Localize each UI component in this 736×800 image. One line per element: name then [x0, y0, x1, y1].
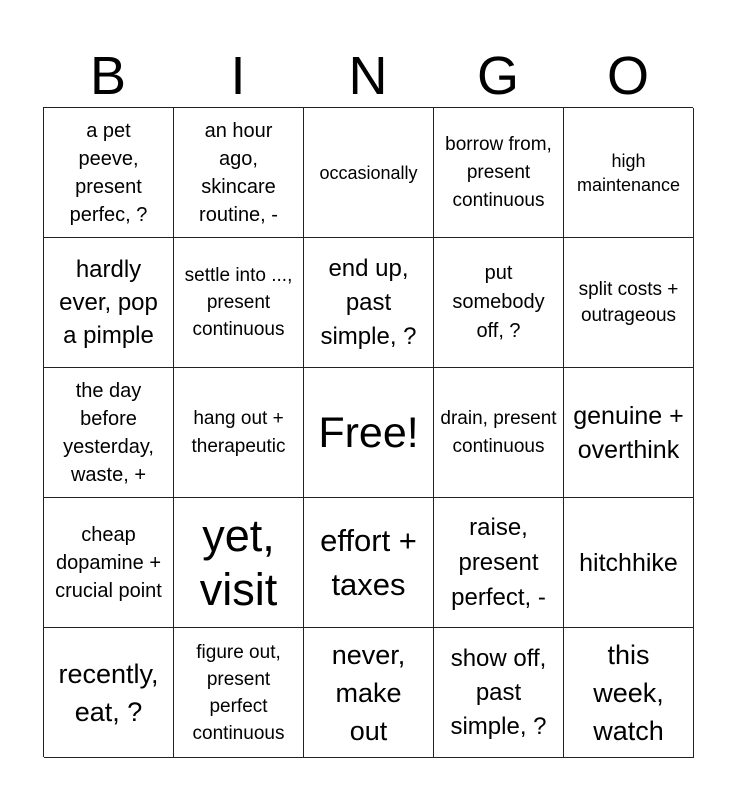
bingo-cell[interactable] [304, 628, 434, 758]
header-letter-b: B [89, 46, 127, 106]
cell-text: never, make out [331, 639, 406, 746]
bingo-cell[interactable] [44, 238, 174, 368]
bingo-cell[interactable] [564, 238, 694, 368]
cell-text: hardly ever, pop a pimple [59, 256, 158, 349]
bingo-cell[interactable] [304, 108, 434, 238]
cell-text: the day before yesterday, waste, + [63, 379, 154, 486]
cell-text: borrow from, present continuous [445, 133, 552, 211]
bingo-cell[interactable] [304, 238, 434, 368]
cell-text: hang out + therapeutic [191, 407, 286, 457]
bingo-cell[interactable] [174, 108, 304, 238]
bingo-cell[interactable] [564, 368, 694, 498]
bingo-cell[interactable] [304, 498, 434, 628]
header-letter-i: I [230, 46, 246, 106]
bingo-cell[interactable] [434, 498, 564, 628]
bingo-cell[interactable] [174, 628, 304, 758]
cell-text: a pet peeve, present perfec, ? [69, 119, 148, 226]
bingo-cell[interactable] [44, 108, 174, 238]
free-space-text: Free! [318, 408, 419, 457]
cell-text: yet, visit [199, 509, 278, 615]
bingo-cell[interactable] [434, 368, 564, 498]
bingo-cell[interactable] [434, 238, 564, 368]
bingo-card-grid [43, 107, 693, 757]
bingo-cell[interactable] [174, 238, 304, 368]
cell-text: an hour ago, skincare routine, - [199, 119, 278, 226]
cell-text: this week, watch [593, 639, 664, 746]
bingo-cell[interactable] [434, 628, 564, 758]
cell-text: hitchhike [579, 548, 678, 577]
bingo-cell[interactable] [44, 368, 174, 498]
bingo-cell-free[interactable] [304, 368, 434, 498]
bingo-cell[interactable] [44, 498, 174, 628]
header-letter-n: N [348, 46, 388, 106]
bingo-cell[interactable] [44, 628, 174, 758]
bingo-header [43, 44, 693, 108]
cell-text: show off, past simple, ? [450, 644, 547, 740]
bingo-cell[interactable] [434, 108, 564, 238]
cell-text: effort + taxes [320, 522, 417, 602]
bingo-cell[interactable] [564, 628, 694, 758]
cell-text: recently, eat, ? [58, 658, 159, 727]
cell-text: raise, present perfect, - [451, 514, 546, 611]
cell-text: genuine + overthink [573, 401, 684, 464]
cell-text: settle into ..., present continuous [184, 265, 293, 340]
cell-text: cheap dopamine + crucial point [55, 523, 162, 602]
header-letter-g: G [476, 46, 519, 106]
bingo-cell[interactable] [174, 368, 304, 498]
bingo-cell[interactable] [564, 108, 694, 238]
bingo-cell[interactable] [564, 498, 694, 628]
cell-text: end up, past simple, ? [320, 254, 417, 350]
cell-text: put somebody off, ? [452, 262, 545, 342]
cell-text: split costs + outrageous [578, 278, 679, 326]
header-letter-o: O [606, 46, 649, 106]
cell-text: figure out, present perfect continuous [192, 641, 285, 744]
cell-text: drain, present continuous [440, 407, 557, 457]
cell-text: occasionally [319, 162, 418, 183]
bingo-cell[interactable] [174, 498, 304, 628]
cell-text: high maintenance [576, 150, 681, 195]
